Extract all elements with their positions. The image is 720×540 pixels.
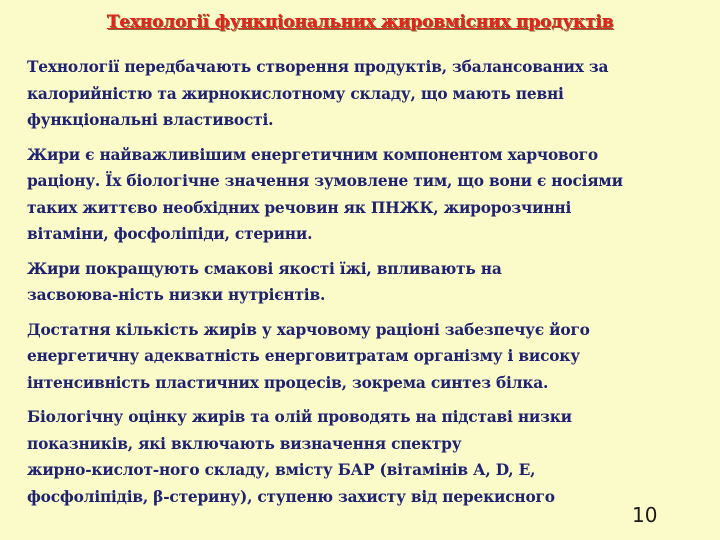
paragraph-technologies: Технології передбачають створення продуктів, збалансованих за калорийністю та жирнокислотному складу, що мають певні функціональні властивості. <box>27 58 609 129</box>
paragraph-sufficient-fats: Достатня кількість жирів у харчовому раціоні забезпечує його енергетичну адекватність енерговитратам організму і високу інтенсивність пластичних процесів, зокрема синтез білка. <box>27 320 590 392</box>
paragraph-fats-energy: Жири є найважливішим енергетичним компонентом харчового раціону. Їх біологічне значення зумовлене тим, що вони є носіями таких життєво необхідних речовин як ПНЖК, жиророзчинні вітаміни, фосфоліпіди, стерини. <box>27 145 623 243</box>
paragraph-biological-evaluation: Біологічну оцінку жирів та олій проводять на підставі низки показників, які включають визначення спектру жирно-кислот-ного складу, вмісту БАР (вітамінів А, D, Е, фосфоліпідів, β-стерину), ступеню захисту від перекисного <box>27 408 572 506</box>
page-number: 10 <box>632 503 658 527</box>
slide-title: Технології функціональних жировмісних продуктів <box>106 12 614 32</box>
slide-body <box>27 54 687 518</box>
paragraph-fats-taste: Жири покращують смакові якості їжі, впливають на засвоюва-ність низки нутрієнтів. <box>27 259 502 304</box>
